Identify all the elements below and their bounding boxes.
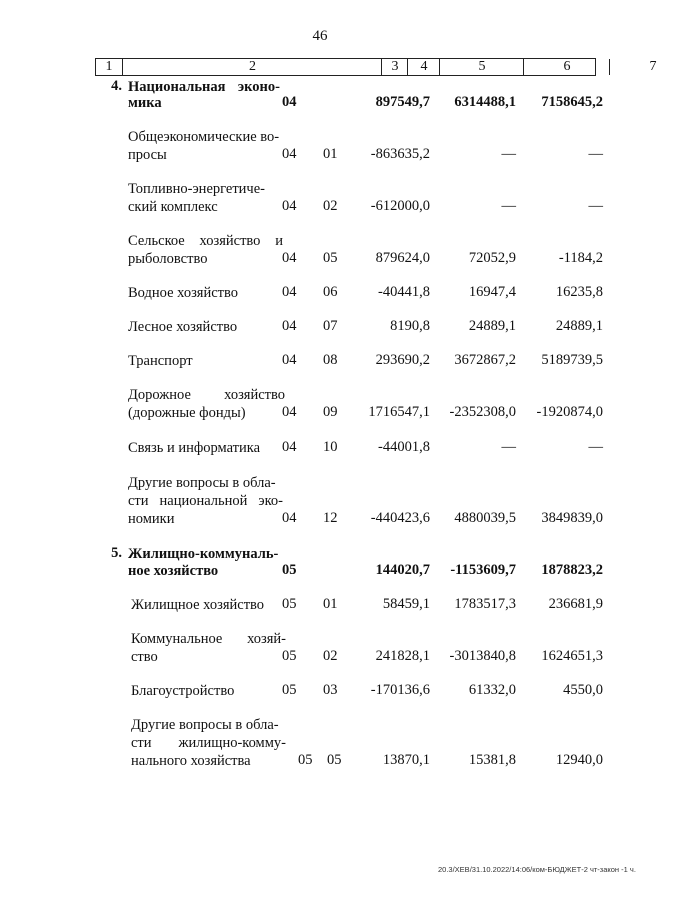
row-name: Жилищное хозяйство [131, 597, 265, 613]
row-name-line1: сти жилищно-комму- [131, 735, 286, 751]
code-col3: 05 [282, 562, 297, 578]
row-name-line1: Общеэкономические во- [128, 129, 280, 145]
value-col5: 58459,1 [382, 596, 430, 612]
code-col3: 05 [282, 648, 297, 664]
document-footer-code: 20.3/XEB/31.10.2022/14:06/ком-БЮДЖЕТ-2 чт-закон -1 ч. [438, 865, 636, 874]
value-col6: 16947,4 [468, 284, 516, 300]
row-name-line1: Коммунальное хозяй- [131, 631, 286, 647]
code-col3: 04 [282, 284, 297, 300]
section-number: 5. [111, 545, 122, 561]
code-col3: 04 [282, 352, 297, 368]
row-name: Связь и информатика [128, 440, 261, 456]
row-name-line2: (дорожные фонды) [128, 405, 246, 421]
value-col5: -863635,2 [370, 146, 430, 162]
value-col5: 8190,8 [390, 318, 430, 334]
value-col7: — [588, 198, 603, 214]
value-col5: 13870,1 [382, 752, 430, 768]
code-col3: 04 [282, 510, 297, 526]
value-col6: -1153609,7 [450, 562, 516, 578]
code-col4: 03 [323, 682, 338, 698]
value-col5: 144020,7 [375, 562, 430, 578]
value-col6: 24889,1 [468, 318, 516, 334]
value-col7: 16235,8 [555, 284, 603, 300]
value-col7: 5189739,5 [541, 352, 603, 368]
header-col-7: 7 [609, 59, 696, 75]
value-col6: 6314488,1 [454, 94, 516, 110]
value-col6: — [501, 439, 516, 455]
code-col3: 05 [282, 682, 297, 698]
header-col-6: 6 [523, 59, 610, 75]
header-col-2: 2 [122, 59, 382, 75]
code-col4: 05 [327, 752, 342, 768]
row-name-line1: Сельское хозяйство и [128, 233, 283, 249]
code-col3: 04 [282, 439, 297, 455]
header-col-1: 1 [105, 59, 113, 74]
row-name-line2: номики [128, 511, 175, 527]
value-col6: -3013840,8 [449, 648, 516, 664]
row-name-line2: ство [131, 649, 158, 665]
row-name-line1: Национальная эконо- [128, 79, 280, 95]
value-col7: 1624651,3 [541, 648, 603, 664]
value-col7: 4550,0 [563, 682, 603, 698]
code-col3: 05 [298, 752, 313, 768]
value-col6: 3672867,2 [454, 352, 516, 368]
code-col4: 06 [323, 284, 338, 300]
header-col-3: 3 [381, 59, 408, 75]
value-col7: — [588, 439, 603, 455]
value-col7: — [588, 146, 603, 162]
code-col3: 05 [282, 596, 297, 612]
value-col7: 3849839,0 [541, 510, 603, 526]
row-name: Лесное хозяйство [128, 319, 238, 335]
value-col5: 293690,2 [375, 352, 430, 368]
code-col3: 04 [282, 404, 297, 420]
code-col3: 04 [282, 250, 297, 266]
code-col3: 04 [282, 146, 297, 162]
value-col6: — [501, 198, 516, 214]
row-name-line2: просы [128, 147, 167, 163]
row-name-line2: нального хозяйства [131, 753, 251, 769]
row-name-line2: ное хозяйство [128, 563, 219, 579]
value-col7: 24889,1 [555, 318, 603, 334]
row-name-line2: ский комплекс [128, 199, 218, 215]
value-col7: -1184,2 [558, 250, 603, 266]
row-name-line1: сти национальной эко- [128, 493, 283, 509]
value-col5: -440423,6 [370, 510, 430, 526]
code-col4: 08 [323, 352, 338, 368]
value-col5: -170136,6 [370, 682, 430, 698]
code-col4: 05 [323, 250, 338, 266]
value-col5: 1716547,1 [368, 404, 430, 420]
value-col6: 15381,8 [468, 752, 516, 768]
code-col3: 04 [282, 318, 297, 334]
code-col4: 09 [323, 404, 338, 420]
value-col6: 72052,9 [468, 250, 516, 266]
code-col4: 10 [323, 439, 338, 455]
value-col6: 61332,0 [468, 682, 516, 698]
code-col4: 07 [323, 318, 338, 334]
code-col4: 02 [323, 648, 338, 664]
value-col6: — [501, 146, 516, 162]
row-name-line1: Топливно-энергетиче- [128, 181, 265, 197]
row-name-line2: мика [128, 95, 162, 111]
table-header [95, 58, 657, 76]
code-col4: 12 [323, 510, 338, 526]
code-col3: 04 [282, 198, 297, 214]
row-name-line2: рыболовство [128, 251, 208, 267]
value-col7: 12940,0 [555, 752, 603, 768]
code-col4: 02 [323, 198, 338, 214]
value-col5: -612000,0 [370, 198, 430, 214]
row-name: Благоустройство [131, 683, 235, 699]
value-col7: 1878823,2 [541, 562, 603, 578]
code-col3: 04 [282, 94, 297, 110]
section-number: 4. [111, 78, 122, 94]
value-col5: 897549,7 [375, 94, 430, 110]
row-name-line1: Дорожное хозяйство [128, 387, 285, 403]
header-col-4: 4 [407, 59, 440, 75]
page-number: 46 [312, 28, 328, 44]
value-col7: 236681,9 [548, 596, 603, 612]
value-col6: 4880039,5 [454, 510, 516, 526]
row-name-line0: Другие вопросы в обла- [128, 475, 276, 491]
row-name-line0: Другие вопросы в обла- [131, 717, 279, 733]
value-col7: 7158645,2 [541, 94, 603, 110]
code-col4: 01 [323, 596, 338, 612]
value-col5: -40441,8 [378, 284, 430, 300]
value-col5: 879624,0 [375, 250, 430, 266]
value-col7: -1920874,0 [536, 404, 603, 420]
header-col-5: 5 [439, 59, 524, 75]
code-col4: 01 [323, 146, 338, 162]
row-name-line1: Жилищно-коммуналь- [128, 546, 279, 562]
row-name: Транспорт [128, 353, 193, 369]
value-col6: 1783517,3 [454, 596, 516, 612]
value-col6: -2352308,0 [449, 404, 516, 420]
value-col5: 241828,1 [375, 648, 430, 664]
value-col5: -44001,8 [378, 439, 430, 455]
row-name: Водное хозяйство [128, 285, 239, 301]
